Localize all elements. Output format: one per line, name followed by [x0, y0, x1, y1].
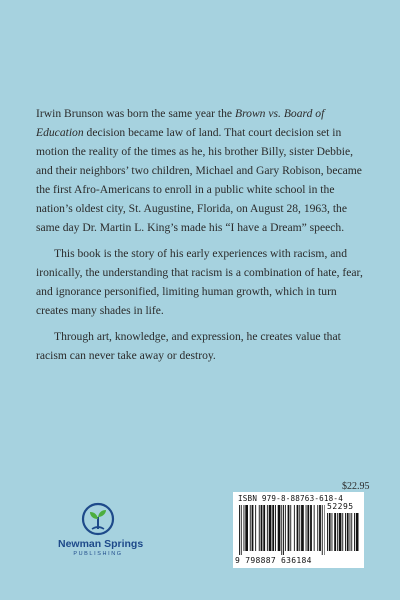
barcode-bar [332, 513, 333, 551]
barcode-bar [322, 505, 323, 555]
barcode-bar [356, 513, 359, 551]
barcode-bar [239, 505, 240, 555]
publisher-name: Newman Springs [58, 538, 144, 550]
barcode-bar [255, 505, 256, 551]
barcode-bar [307, 505, 309, 551]
barcode-bar [317, 505, 318, 551]
barcode-bar [281, 505, 282, 555]
barcode-bar [263, 505, 265, 551]
barcode-bar [325, 505, 326, 555]
barcode-bar [269, 505, 272, 551]
publisher-tagline: PUBLISHING [73, 551, 123, 557]
barcode-bar [294, 505, 295, 551]
barcode-bar [329, 513, 331, 551]
publisher-logo [58, 502, 144, 557]
barcode-bar [334, 513, 336, 551]
barcode-bar [351, 513, 352, 551]
barcode-bar [278, 505, 281, 551]
barcode-bar [297, 505, 299, 551]
price-label: $22.95 [342, 481, 370, 492]
barcode-bar [267, 505, 268, 551]
blurb-text: decision became law of land. That court decision set in motion the reality of the times as he, his brother Billy, sister Debbie, and their neighbors’ two children, Michael and Gary Robison, became the first Afro-Americans to enroll in a public white school in the nation’s oldest city, St. Augustine, Florida, on August 28, 1963, the same day Dr. Martin L. King’s made his “I have a Dream” speech. [36, 126, 362, 234]
barcode-bar [290, 505, 291, 551]
barcode-bar [288, 505, 290, 551]
isbn-label: ISBN 979-8-88763-618-4 [238, 494, 343, 503]
barcode-bar [337, 513, 338, 551]
barcode-bar [283, 505, 284, 555]
barcode-bar [347, 513, 349, 551]
barcode-bar [245, 505, 248, 551]
barcode-bar [342, 513, 343, 551]
blurb-paragraph-3: Through art, knowledge, and expression, he creates value that racism can never take away or destroy. [36, 330, 341, 362]
barcode-bar [354, 513, 355, 551]
barcode-bar [339, 513, 342, 551]
barcode-bar [252, 505, 254, 551]
barcode-bar [327, 513, 328, 551]
barcode-bar [272, 505, 274, 551]
blurb-paragraph-1 [36, 104, 366, 237]
ean13-barcode [239, 505, 325, 555]
back-cover-blurb [36, 104, 366, 372]
barcode-bar [259, 505, 260, 551]
barcode-bar [275, 505, 276, 551]
case-title-italic: Brown vs. Board of Education [36, 107, 325, 139]
barcode-bar [285, 505, 286, 551]
barcode-bar [350, 513, 351, 551]
barcode-bar [241, 505, 242, 555]
barcode-bar [310, 505, 312, 551]
barcode-bar [306, 505, 307, 551]
ean-number: 9 798887 636184 [235, 556, 312, 565]
barcode-bar [301, 505, 304, 551]
barcode-bar [299, 505, 300, 551]
sprout-icon [81, 502, 115, 536]
barcode-bar [345, 513, 346, 551]
barcode-bar [319, 505, 321, 551]
blurb-text: Irwin Brunson was born the same year the [36, 107, 235, 120]
addon-number: 52295 [327, 502, 354, 511]
addon-barcode [327, 513, 359, 555]
barcode-block [233, 492, 364, 568]
barcode-bar [244, 505, 245, 551]
barcode-bar [261, 505, 263, 551]
barcode-bar [250, 505, 251, 551]
blurb-paragraph-2: This book is the story of his early experiences with racism, and ironically, the understanding that racism is a combination of hate, fear, and ignorance personified, limiting human growth, which in turn creates many shades in life. [36, 247, 363, 317]
barcode-bar [314, 505, 315, 551]
